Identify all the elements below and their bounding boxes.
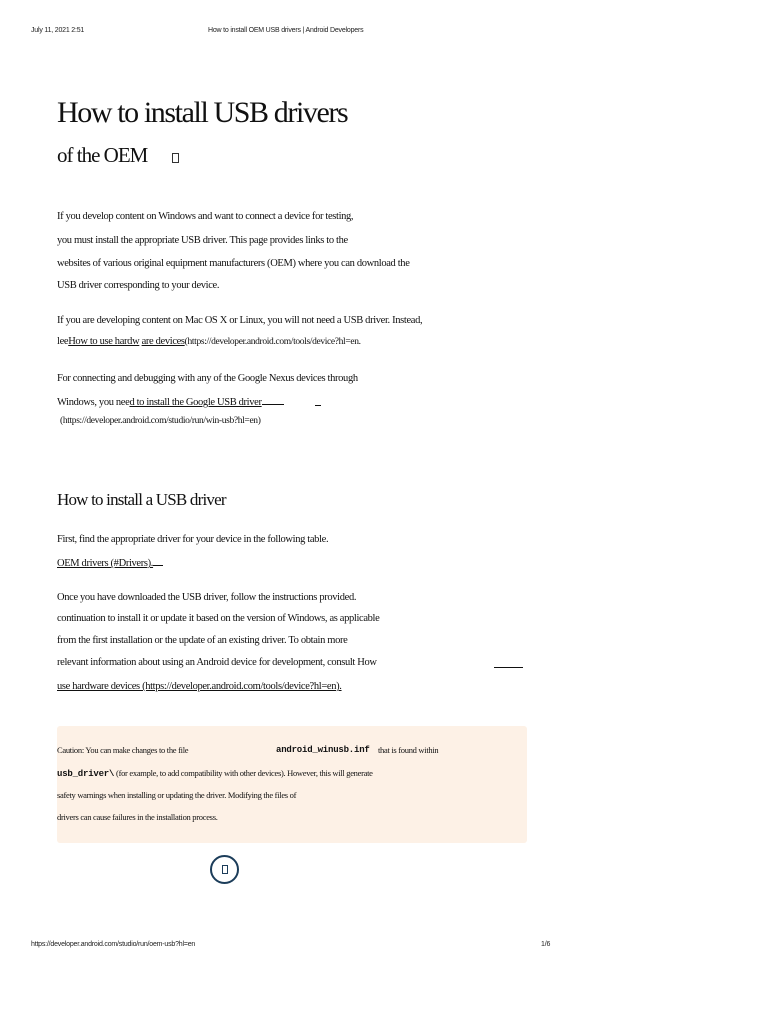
mac-line-1: If you are developing content on Mac OS X or Linux, you will not need a USB driver. Instead,: [57, 315, 423, 326]
instructions-line-1: Once you have downloaded the USB driver, follow the instructions provided.: [57, 592, 357, 603]
usb-driver-code: usb_driver\: [57, 769, 115, 779]
caution-line-1-tail: that is found within: [378, 745, 439, 755]
intro-line-1: If you develop content on Windows and want to connect a device for testing,: [57, 211, 354, 222]
nexus-line-2: [57, 396, 284, 409]
page-subtitle: of the OEM: [57, 143, 148, 167]
hardware-devices-link-2[interactable]: are devices: [141, 336, 185, 347]
hardware-devices-url[interactable]: (https://developer.android.com/tools/device?hl=en.: [184, 337, 361, 347]
print-date: July 11, 2021 2:51: [31, 27, 85, 34]
print-url: https://developer.android.com/studio/run/oem-usb?hl=en: [31, 941, 196, 948]
page-number: 1/6: [541, 941, 551, 948]
instructions-line-2: continuation to install it or update it based on the version of Windows, as applicable: [57, 613, 380, 624]
caution-line-1: [57, 746, 188, 755]
instructions-line-4: relevant information about using an Android device for development, consult How: [57, 657, 377, 668]
link-underline-fragment-2: [494, 667, 523, 668]
table-intro-line: First, find the appropriate driver for your device in the following table.: [57, 534, 329, 545]
mac-prefix: lee: [57, 336, 69, 347]
nexus-line-1: For connecting and debugging with any of the Google Nexus devices through: [57, 373, 358, 384]
instructions-line-3: from the first installation or the update of an existing driver. To obtain more: [57, 635, 348, 646]
oem-drivers-link-line: [57, 557, 163, 570]
caution-line-3: safety warnings when installing or updating the driver. Modifying the files of: [57, 790, 297, 800]
caution-line-2: [57, 769, 373, 779]
feedback-icon[interactable]: [210, 855, 239, 884]
caution-box: [57, 726, 527, 843]
google-usb-driver-link[interactable]: d to install the Google USB driver: [129, 397, 262, 408]
instructions-link-line: [57, 682, 342, 693]
caution-label-text: Caution: You can make changes to the file: [57, 745, 189, 755]
inf-file-code: android_winusb.inf: [276, 745, 370, 755]
caution-line-2-tail: (for example, to add compatibility with other devices). However, this will generate: [116, 768, 373, 778]
intro-line-4: USB driver corresponding to your device.: [57, 280, 220, 291]
nexus-prefix: Windows, you nee: [57, 397, 130, 408]
hardware-devices-link[interactable]: How to use hardw: [68, 336, 140, 347]
mac-line-2: [57, 337, 361, 348]
caution-line-4: drivers can cause failures in the installation process.: [57, 812, 218, 822]
intro-line-2: you must install the appropriate USB driver. This page provides links to the: [57, 235, 348, 246]
section-heading: How to install a USB driver: [57, 490, 226, 509]
google-usb-driver-url[interactable]: (https://developer.android.com/studio/run/win-usb?hl=en): [60, 416, 261, 426]
intro-line-3: websites of various original equipment manufacturers (OEM) where you can download the: [57, 258, 410, 269]
link-underline-fragment: [315, 405, 321, 406]
bookmark-icon[interactable]: [172, 153, 179, 163]
page-title: How to install USB drivers: [57, 96, 348, 129]
oem-drivers-link[interactable]: OEM drivers (#Drivers).: [57, 558, 154, 569]
use-hardware-devices-link[interactable]: use hardware devices (https://developer.android.com/tools/device?hl=en).: [57, 681, 342, 692]
print-page-title: How to install OEM USB drivers | Android Developers: [208, 27, 364, 34]
